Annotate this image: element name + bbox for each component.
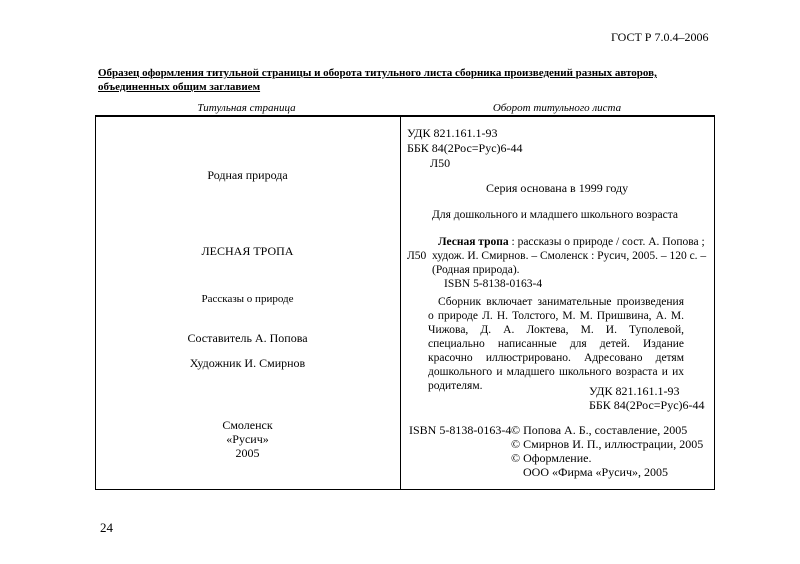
publication-year: 2005 xyxy=(235,446,260,460)
record-isbn: ISBN 5-8138-0163-4 xyxy=(444,278,543,290)
annotation-line: о природе Л. Н. Толстого, М. М. Пришвина, А. М. xyxy=(428,310,684,322)
record-mark: Л50 xyxy=(407,250,427,262)
annotation-line: специально написанные для детей. Издание xyxy=(428,338,684,350)
udk-code: УДК 821.161.1-93 xyxy=(407,126,498,140)
standard-code: ГОСТ Р 7.0.4–2006 xyxy=(611,30,709,44)
series-note: Серия основана в 1999 году xyxy=(486,181,629,195)
audience-note: Для дошкольного и младшего школьного возраста xyxy=(432,209,679,221)
record-title-rest: : рассказы о природе / сост. А. Попова ; xyxy=(508,236,705,248)
annotation-line: красочно иллюстрировано. Адресовано детям xyxy=(428,352,684,364)
heading-line-2: объединенных общим заглавием xyxy=(98,81,261,93)
bbk-bottom: ББК 84(2Рос=Рус)6-44 xyxy=(589,398,705,412)
compiler: Составитель А. Попова xyxy=(187,331,308,345)
book-subtitle: Рассказы о природе xyxy=(201,293,294,305)
title-page-column-header: Титульная страница xyxy=(197,102,296,114)
book-title: ЛЕСНАЯ ТРОПА xyxy=(201,244,294,258)
publisher-name: «Русич» xyxy=(226,432,269,446)
author-mark: Л50 xyxy=(430,156,451,170)
record-line-3: (Родная природа). xyxy=(432,264,520,276)
record-line-1 xyxy=(438,235,705,249)
page-number: 24 xyxy=(100,520,113,535)
column-divider xyxy=(400,117,401,489)
illustrator: Художник И. Смирнов xyxy=(189,356,306,370)
copyright-line: © Попова А. Б., составление, 2005 xyxy=(511,423,688,437)
annotation-line: Сборник включает занимательные произведения xyxy=(438,296,684,308)
annotation-line: Чижова, Д. А. Локтева, М. И. Туполевой, xyxy=(428,324,684,336)
annotation xyxy=(428,295,684,393)
series-name: Родная природа xyxy=(207,168,288,182)
annotation-line: дошкольного и младшего школьного возраста и их xyxy=(428,366,684,378)
isbn-bottom: ISBN 5-8138-0163-4 xyxy=(409,423,512,437)
copyright-line: © Оформление. xyxy=(511,451,592,465)
record-title: Лесная тропа xyxy=(438,236,509,248)
section-heading xyxy=(98,66,657,94)
copyright-line: © Смирнов И. П., иллюстрации, 2005 xyxy=(511,437,704,451)
reverse-page-column-header: Оборот титульного листа xyxy=(492,102,622,114)
publication-city: Смоленск xyxy=(222,418,273,432)
record-line-2: худож. И. Смирнов. – Смоленск : Русич, 2005. – 120 с. – xyxy=(432,250,707,262)
udk-bottom: УДК 821.161.1-93 xyxy=(589,384,680,398)
annotation-line: родителям. xyxy=(428,380,483,392)
copyright-line: ООО «Фирма «Русич», 2005 xyxy=(523,465,669,479)
heading-line-1: Образец оформления титульной страницы и оборота титульного листа сборника произведений разных авторов, xyxy=(98,67,657,79)
bbk-code: ББК 84(2Рос=Рус)6-44 xyxy=(407,141,523,155)
